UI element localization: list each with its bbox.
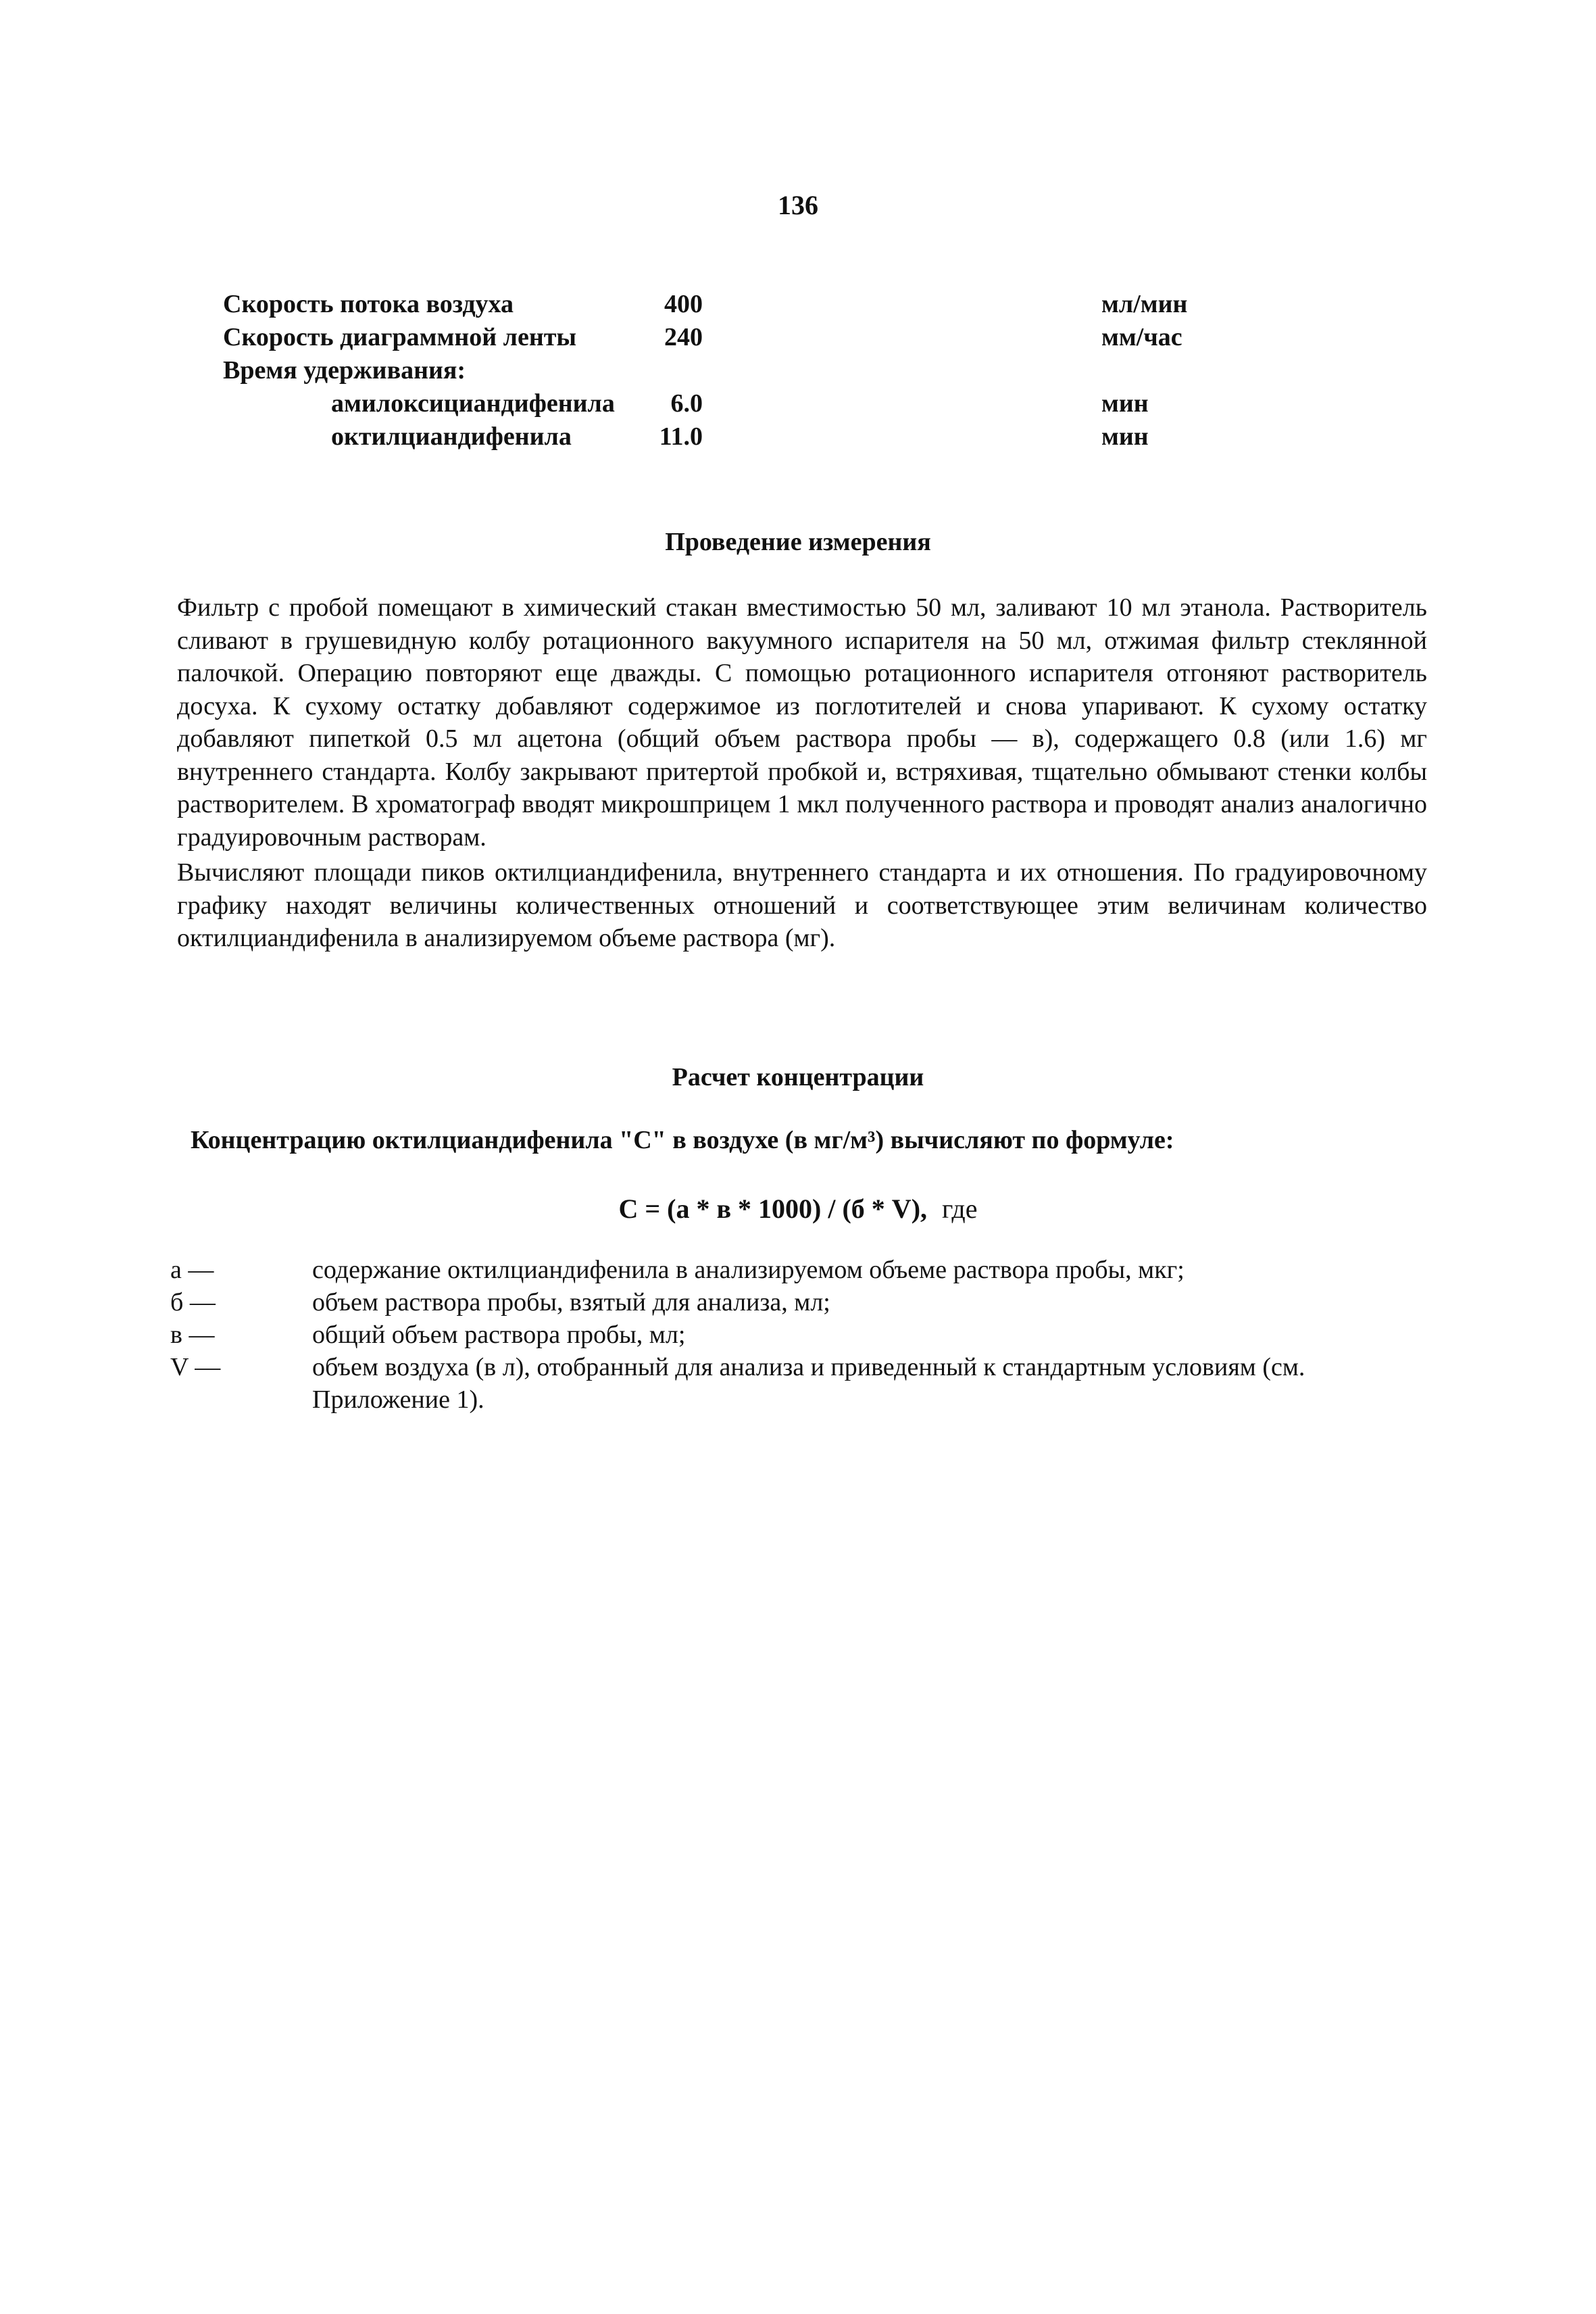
param-row: [223, 322, 1237, 355]
param-name: амилоксициандифенила: [331, 389, 615, 418]
param-name: Время удерживания:: [223, 356, 466, 385]
definition-text: общий объем раствора пробы, мл;: [312, 1321, 686, 1349]
definition-symbol: в —: [170, 1321, 215, 1349]
section-heading-calculation: Расчет концентрации: [672, 1063, 924, 1091]
param-name: Скорость диаграммной ленты: [223, 323, 577, 351]
formula-where: где: [942, 1193, 978, 1224]
param-name: Скорость потока воздуха: [223, 290, 514, 318]
param-name: октилциандифенила: [331, 422, 572, 451]
param-value: 400: [664, 290, 703, 318]
page-number: 136: [778, 190, 818, 220]
definition-symbol: V —: [170, 1353, 221, 1381]
param-unit: мин: [1101, 422, 1149, 451]
definition-item: [170, 1351, 1427, 1416]
param-value: 240: [664, 323, 703, 351]
param-row: [223, 355, 1237, 389]
parameters-table: [223, 289, 1237, 455]
measurement-text: [177, 591, 1427, 955]
param-row: [223, 389, 1237, 422]
param-value: 11.0: [659, 422, 703, 451]
param-row: [223, 422, 1237, 455]
definition-item: [170, 1286, 1427, 1319]
param-unit: мм/час: [1101, 323, 1182, 351]
definition-text: объем раствора пробы, взятый для анализа, мл;: [312, 1288, 830, 1316]
definition-symbol: а —: [170, 1256, 214, 1284]
definition-item: [170, 1254, 1427, 1286]
definition-text: содержание октилциандифенила в анализируемом объеме раствора пробы, мкг;: [312, 1256, 1184, 1284]
formula-definitions: [170, 1254, 1427, 1416]
paragraph: Вычисляют площади пиков октилциандифенила, внутреннего стандарта и их отношения. По градуировочному графику находят величины количественных отношений и соответствующее этим величинам количество октилциандифенила в анализируемом объеме раствора (мг).: [177, 858, 1427, 952]
param-unit: мин: [1101, 389, 1149, 418]
paragraph: Фильтр с пробой помещают в химический стакан вместимостью 50 мл, заливают 10 мл этанола. Растворитель сливают в грушевидную колбу ротационного вакуумного испарителя на 50 мл, отжимая фильтр стеклянной палочкой. Операцию повторяют еще дважды. С помощью ротационного испарителя отгоняют растворитель досуха. К сухому остатку добавляют содержимое из поглотителей и снова упаривают. К сухому остатку добавляют пипеткой 0.5 мл ацетона (общий объем раствора пробы — в), содержащего 0.8 (или 1.6) мг внутреннего стандарта. Колбу закрывают притертой пробкой и, встряхивая, тщательно обмывают стенки колбы растворителем. В хроматограф вводят микрошприцем 1 мкл полученного раствора и проводят анализ аналогично градуировочным растворам.: [177, 593, 1427, 852]
concentration-formula: [0, 1193, 1596, 1225]
definition-text: объем воздуха (в л), отобранный для анализа и приведенный к стандартным условиям (см. Приложение 1).: [312, 1353, 1305, 1414]
param-value: 6.0: [670, 389, 703, 418]
param-row: [223, 289, 1237, 322]
definition-item: [170, 1319, 1427, 1351]
formula-expression: С = (а * в * 1000) / (б * V),: [618, 1193, 928, 1224]
section-heading-measurement: Проведение измерения: [665, 528, 931, 556]
formula-intro: Концентрацию октилциандифенила "С" в воздухе (в мг/м³) вычисляют по формуле:: [191, 1126, 1174, 1154]
definition-symbol: б —: [170, 1288, 216, 1316]
param-unit: мл/мин: [1101, 290, 1188, 318]
